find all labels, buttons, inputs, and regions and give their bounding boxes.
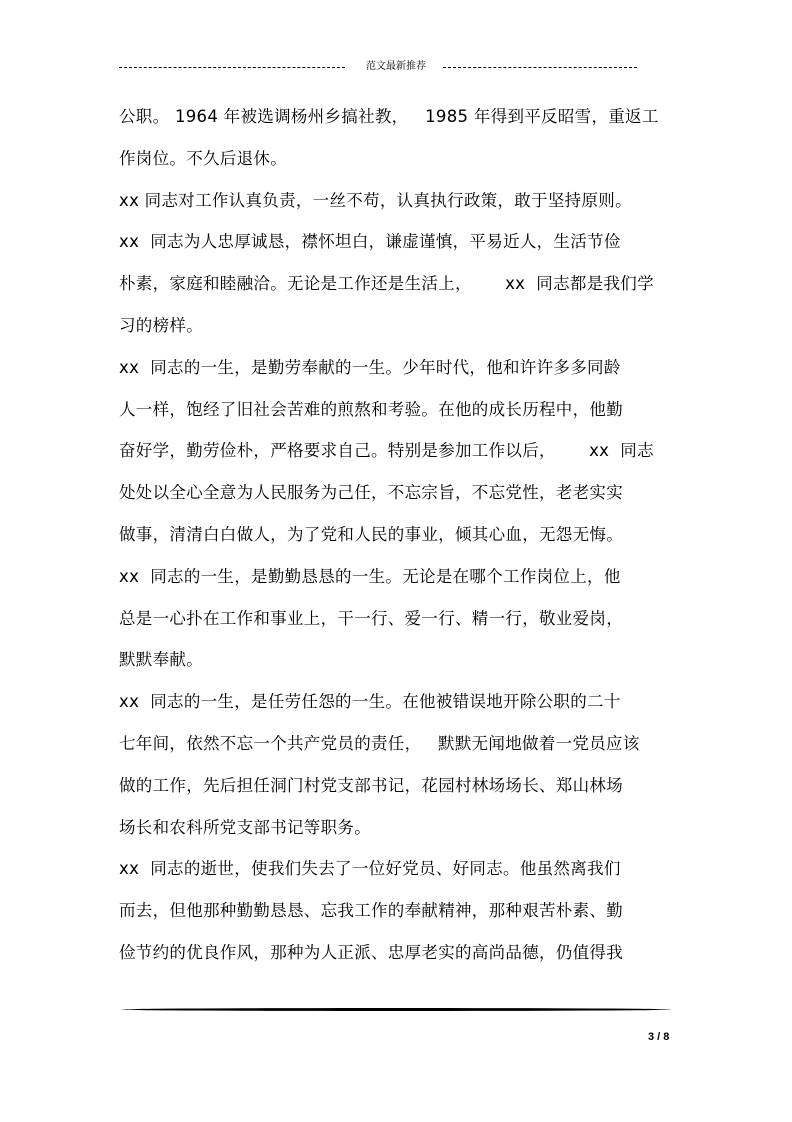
text-line: 默默奉献。 <box>119 650 203 670</box>
text-line: xx 同志的一生，是勤劳奉献的一生。少年时代，他和许许多多同龄 <box>119 357 621 377</box>
page-header <box>119 60 637 74</box>
text-line: 场长和农科所党支部书记等职务。 <box>119 817 371 837</box>
header-dash-left <box>119 67 345 68</box>
footer-rule <box>121 1008 671 1011</box>
text-line: xx 同志为人忠厚诚恳，襟怀坦白，谦虚谨慎，平易近人，生活节俭 <box>119 232 621 252</box>
text-line: 总是一心扑在工作和事业上，干一行、爱一行、精一行，敬业爱岗， <box>119 608 623 628</box>
text-line: xx 同志的一生，是勤勤恳恳的一生。无论是在哪个工作岗位上，他 <box>119 566 621 586</box>
text-line: xx 同志的逝世，使我们失去了一位好党员、好同志。他虽然离我们 <box>119 859 621 879</box>
text-line: 公职。 1964 年被选调杨州乡搞社教， 1985 年得到平反昭雪，重返工 <box>119 107 659 126</box>
page-number: 3 / 8 <box>648 1031 670 1043</box>
text-line: 俭节约的优良作风，那种为人正派、忠厚老实的高尚品德，仍值得我 <box>119 943 623 962</box>
text-line: 作岗位。不久后退休。 <box>119 148 287 168</box>
text-line: xx 同志对工作认真负责，一丝不苟，认真执行政策，敢于坚持原则。 <box>119 190 632 210</box>
text-line: xx 同志的一生，是任劳任怨的一生。在他被错误地开除公职的二十 <box>119 692 621 712</box>
text-line: 而去，但他那种勤勤恳恳、忘我工作的奉献精神，那种艰苦朴素、勤 <box>119 901 623 921</box>
text-line: 处处以全心全意为人民服务为己任，不忘宗旨，不忘党性，老老实实 <box>119 483 623 503</box>
text-line: 做的工作，先后担任洞门村党支部书记，花园村林场场长、郑山林场 <box>119 775 623 795</box>
text-line: 习的榜样。 <box>119 316 203 335</box>
text-line: 做事，清清白白做人，为了党和人民的事业，倾其心血，无怨无悔。 <box>119 525 623 544</box>
text-line: 人一样，饱经了旧社会苦难的煎熬和考验。在他的成长历程中，他勤 <box>119 399 623 419</box>
text-line: 奋好学，勤劳俭朴，严格要求自己。特别是参加工作以后， xx 同志 <box>119 441 654 461</box>
text-line: 七年间，依然不忘一个共产党员的责任， 默默无闻地做着一党员应该 <box>119 734 640 753</box>
header-dash-right <box>443 67 637 68</box>
header-title: 范文最新推荐 <box>366 61 426 72</box>
text-line: 朴素，家庭和睦融洽。无论是工作还是生活上， xx 同志都是我们学 <box>119 274 654 294</box>
